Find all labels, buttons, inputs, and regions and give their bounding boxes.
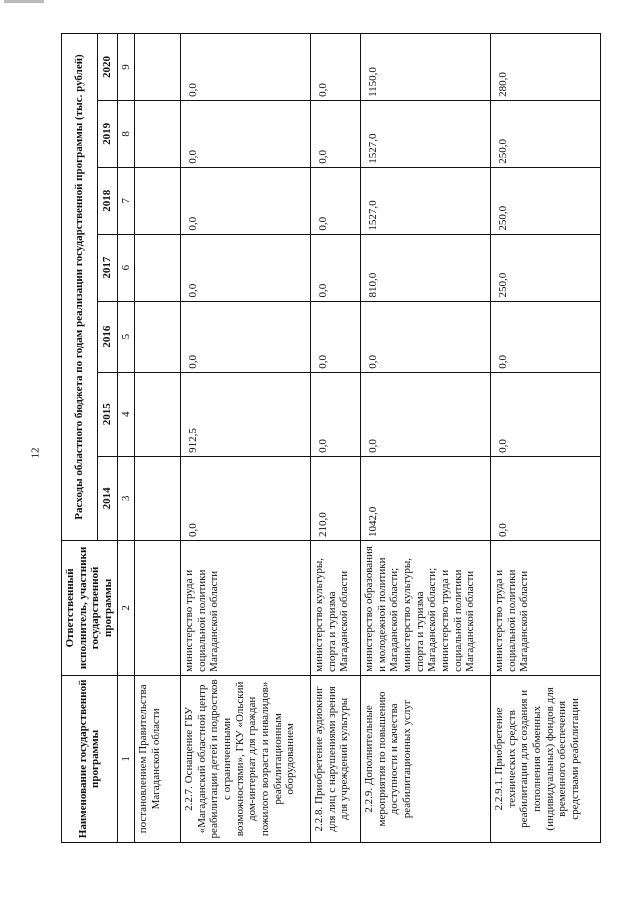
column-number: 2 [117,540,135,675]
value-2014: 210,0 [311,456,361,540]
header-budget-expenses: Расходы областного бюджета по годам реализации государственной программы (тыс. рублей) [62,34,98,541]
column-number: 5 [117,301,135,372]
value-2020: 0,0 [181,34,311,101]
header-responsible-executor: Ответственный исполнитель, участники государственной программы [62,540,118,675]
value-2018: 0,0 [311,167,361,234]
header-row [62,34,98,843]
value-2014: 0,0 [491,456,601,540]
program-item-owner [135,540,181,675]
value-2015 [135,372,181,456]
value-2019: 0,0 [311,100,361,167]
header-year: 2020 [97,34,117,101]
header-year: 2016 [97,301,117,372]
column-number: 9 [117,34,135,101]
value-2019: 250,0 [491,100,601,167]
column-number: 6 [117,234,135,301]
value-2020: 1150,0 [361,34,491,101]
program-item-owner: министерство труда и социальной политики Магаданской области [491,540,601,675]
value-2017 [135,234,181,301]
program-item-name: постановлением Правительства Магаданской области [135,675,181,842]
header-program-name: Наименование государственной программы [62,675,118,842]
table-row [181,34,311,843]
column-number: 1 [117,675,135,842]
value-2018 [135,167,181,234]
header-year: 2017 [97,234,117,301]
value-2016: 0,0 [181,301,311,372]
table-row [361,34,491,843]
rotated-table-page [61,33,601,843]
column-number: 4 [117,372,135,456]
table-row [491,34,601,843]
header-year: 2019 [97,100,117,167]
value-2016: 0,0 [311,301,361,372]
program-item-name: 2.2.7. Оснащение ГБУ «Магаданский областной центр реабилитации детей и подростков с ограниченными возможностями», ГКУ «Ольский дом-интернат для граждан пожилого возраста и инвалидов» реабилитационным оборудованием [181,675,311,842]
table-row [311,34,361,843]
scan-corner-mark [4,0,44,3]
header-year: 2018 [97,167,117,234]
value-2019: 1527,0 [361,100,491,167]
program-item-name: 2.2.8. Приобретение аудиокниг для лиц с нарушениями зрения для учреждений культуры [311,675,361,842]
value-2020: 0,0 [311,34,361,101]
column-number: 3 [117,456,135,540]
value-2018: 0,0 [181,167,311,234]
program-item-name: 2.2.9.1. Приобретение технических средств реабилитации для создания и пополнения обменных (индивидуальных) фондов для временного обеспечения средствами реабилитации [491,675,601,842]
value-2020: 280,0 [491,34,601,101]
value-2015: 0,0 [491,372,601,456]
header-year: 2015 [97,372,117,456]
value-2014: 1042,0 [361,456,491,540]
value-2017: 250,0 [491,234,601,301]
value-2014: 0,0 [181,456,311,540]
value-2016 [135,301,181,372]
value-2015: 0,0 [361,372,491,456]
column-number-row [117,34,135,843]
program-item-name: 2.2.9. Дополнительные мероприятия по повышению доступности и качества реабилитационных услуг [361,675,491,842]
value-2019: 0,0 [181,100,311,167]
column-number: 8 [117,100,135,167]
value-2015: 0,0 [311,372,361,456]
value-2014 [135,456,181,540]
header-year: 2014 [97,456,117,540]
table-row [135,34,181,843]
value-2016: 0,0 [361,301,491,372]
program-item-owner: министерство труда и социальной политики Магаданской области [181,540,311,675]
program-item-owner: министерство культуры, спорта и туризма Магаданской области [311,540,361,675]
value-2017: 810,0 [361,234,491,301]
value-2018: 250,0 [491,167,601,234]
value-2017: 0,0 [181,234,311,301]
program-budget-table [61,33,601,843]
value-2019 [135,100,181,167]
value-2015: 912,5 [181,372,311,456]
value-2018: 1527,0 [361,167,491,234]
page-number: 12 [29,447,42,459]
value-2016: 0,0 [491,301,601,372]
value-2017: 0,0 [311,234,361,301]
program-item-owner: министерство образования и молодежной политики Магаданской области; министерство культуры, спорта и туризма Магаданской области; министерство труда и социальной политики Магаданской области [361,540,491,675]
value-2020 [135,34,181,101]
column-number: 7 [117,167,135,234]
